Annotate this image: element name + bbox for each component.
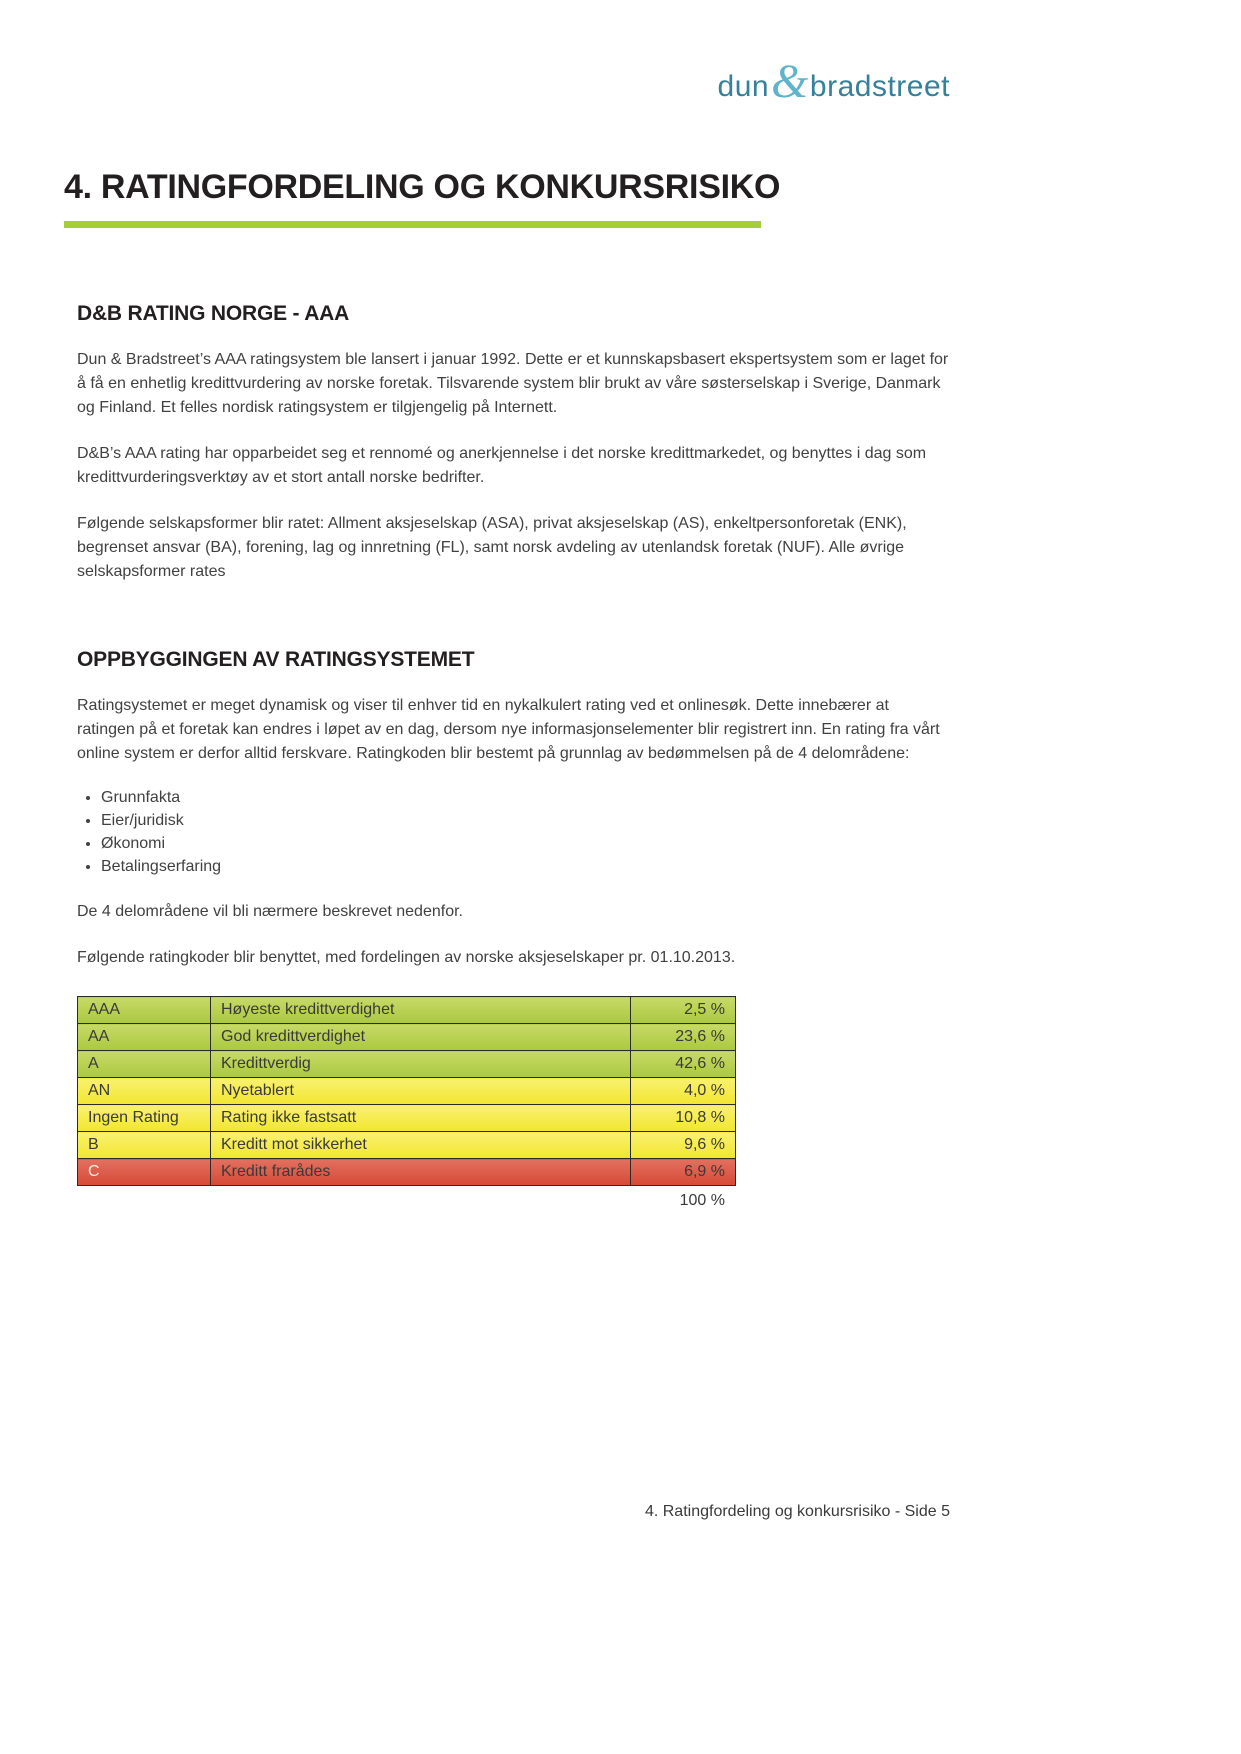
content-column bbox=[77, 302, 950, 1210]
rating-label-cell: Nyetablert bbox=[211, 1078, 631, 1105]
accent-rule bbox=[64, 221, 761, 228]
rating-code-cell: A bbox=[78, 1051, 211, 1078]
rating-value-cell: 42,6 % bbox=[631, 1051, 736, 1078]
rating-value-cell: 10,8 % bbox=[631, 1105, 736, 1132]
rating-code-cell: AAA bbox=[78, 997, 211, 1024]
paragraph: D&B’s AAA rating har opparbeidet seg et rennomé og anerkjennelse i det norske kredittmarkedet, og benyttes i dag som kredittvurderingsverktøy av et stort antall norske bedrifter. bbox=[77, 445, 927, 487]
logo-text-bradstreet: bradstreet bbox=[809, 70, 950, 103]
rating-row bbox=[78, 997, 736, 1024]
subarea-item: • Betalingserfaring bbox=[101, 855, 950, 878]
section-heading-rating-norge: D&B RATING NORGE - AAA bbox=[77, 302, 350, 326]
rating-row bbox=[78, 1159, 736, 1186]
rating-value-cell: 2,5 % bbox=[631, 997, 736, 1024]
rating-label-cell: Høyeste kredittverdighet bbox=[211, 997, 631, 1024]
rating-code-cell: C bbox=[78, 1159, 211, 1186]
ampersand-icon: & bbox=[771, 55, 809, 108]
table-total: 100 % bbox=[679, 1192, 725, 1210]
rating-code-cell: AN bbox=[78, 1078, 211, 1105]
rating-row bbox=[78, 1078, 736, 1105]
subarea-item: • Grunnfakta bbox=[101, 786, 950, 809]
paragraph: De 4 delområdene vil bli nærmere beskrevet nedenfor. bbox=[77, 903, 463, 921]
rating-label-cell: Kreditt mot sikkerhet bbox=[211, 1132, 631, 1159]
rating-table bbox=[77, 996, 736, 1186]
section-heading-oppbygging: OPPBYGGINGEN AV RATINGSYSTEMET bbox=[77, 648, 475, 672]
subarea-list bbox=[77, 786, 950, 878]
rating-row bbox=[78, 1051, 736, 1078]
rating-row bbox=[78, 1105, 736, 1132]
rating-value-cell: 9,6 % bbox=[631, 1132, 736, 1159]
rating-code-cell: B bbox=[78, 1132, 211, 1159]
paragraph: Følgende ratingkoder blir benyttet, med fordelingen av norske aksjeselskaper pr. 01.10.2013. bbox=[77, 949, 736, 967]
subarea-item: • Økonomi bbox=[101, 832, 950, 855]
paragraph: Dun & Bradstreet’s AAA ratingsystem ble lansert i januar 1992. Dette er et kunnskapsbasert ekspertsystem som er laget for å få en enhetlig kredittvurdering av norske foretak. Tilsvarende system blir brukt av våre søsterselskap i Sverige, Danmark og Finland. Et felles nordisk ratingsystem er tilgjengelig på Internett. bbox=[77, 351, 949, 417]
logo-text-dun: dun bbox=[717, 70, 770, 103]
page-title: 4. RATINGFORDELING OG KONKURSRISIKO bbox=[64, 168, 781, 206]
rating-value-cell: 6,9 % bbox=[631, 1159, 736, 1186]
rating-table-body bbox=[78, 997, 736, 1186]
rating-row bbox=[78, 1024, 736, 1051]
rating-code-cell: AA bbox=[78, 1024, 211, 1051]
rating-label-cell: Rating ikke fastsatt bbox=[211, 1105, 631, 1132]
rating-label-cell: Kreditt frarådes bbox=[211, 1159, 631, 1186]
paragraph: Ratingsystemet er meget dynamisk og viser til enhver tid en nykalkulert rating ved et onlinesøk. Dette innebærer at ratingen på et foretak kan endres i løpet av en dag, dersom nye informasjonselementer blir registrert inn. En rating fra vårt online system er derfor alltid ferskvare. Ratingkoden blir bestemt på grunnlag av bedømmelsen på de 4 delområdene: bbox=[77, 697, 940, 763]
subarea-item: • Eier/juridisk bbox=[101, 809, 950, 832]
paragraph: Følgende selskapsformer blir ratet: Allment aksjeselskap (ASA), privat aksjeselskap (AS), enkeltpersonforetak (ENK), begrenset ansvar (BA), forening, lag og innretning (FL), samt norsk avdeling av utenlandsk foretak (NUF). Alle øvrige selskapsformer rates bbox=[77, 515, 907, 581]
rating-row bbox=[78, 1132, 736, 1159]
rating-value-cell: 23,6 % bbox=[631, 1024, 736, 1051]
rating-value-cell: 4,0 % bbox=[631, 1078, 736, 1105]
dnb-logo bbox=[717, 55, 950, 108]
rating-label-cell: Kredittverdig bbox=[211, 1051, 631, 1078]
rating-code-cell: Ingen Rating bbox=[78, 1105, 211, 1132]
page-footer: 4. Ratingfordeling og konkursrisiko - Side 5 bbox=[644, 1503, 950, 1520]
rating-label-cell: God kredittverdighet bbox=[211, 1024, 631, 1051]
